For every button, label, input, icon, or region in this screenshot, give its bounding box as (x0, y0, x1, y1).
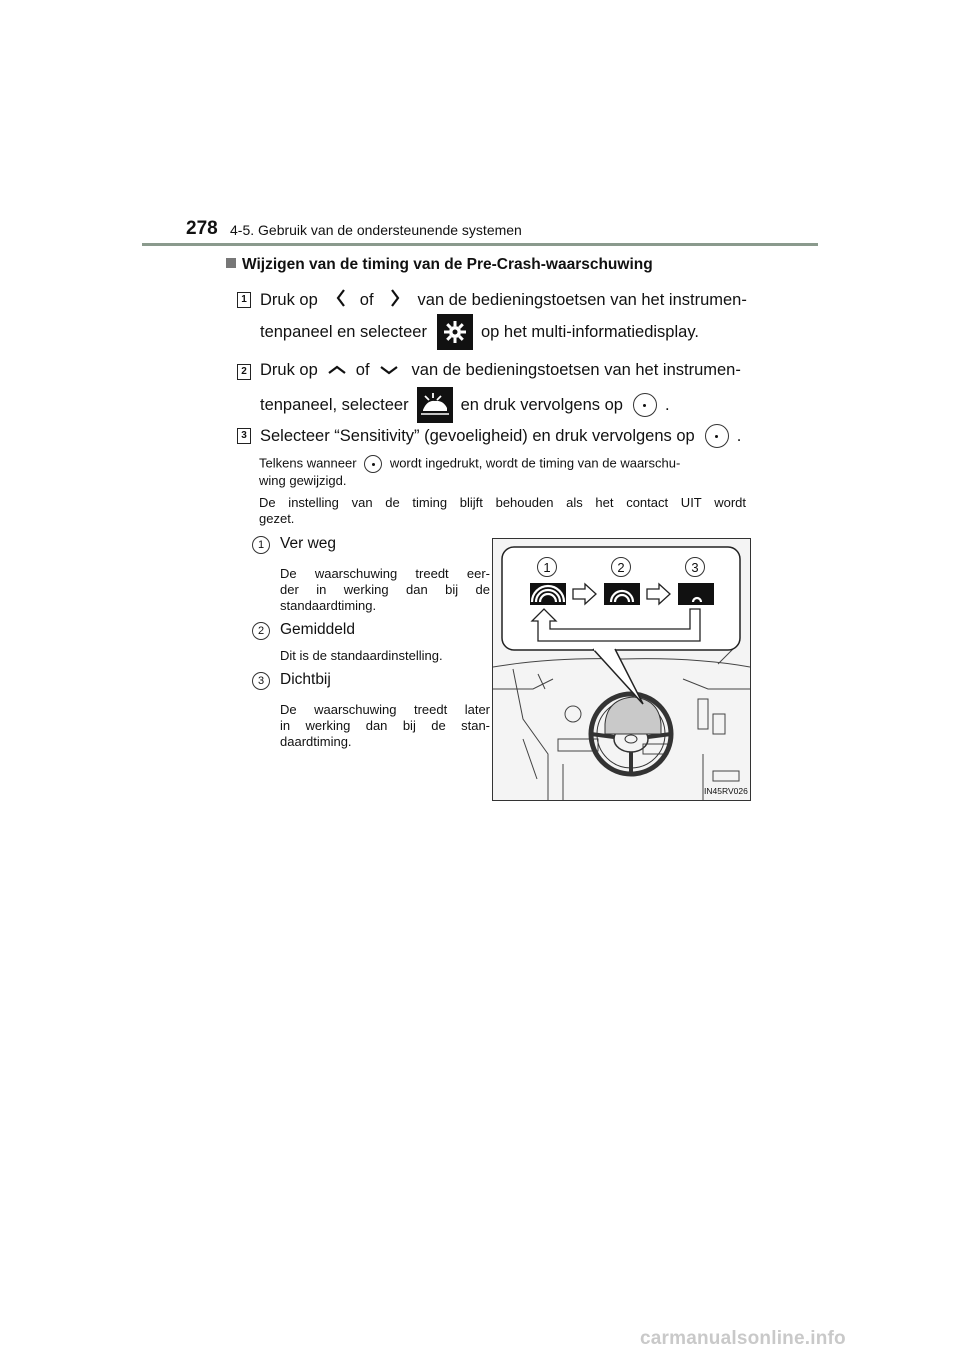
pre-crash-icon (417, 387, 453, 423)
option-description-line: standaardtiming. (280, 598, 377, 613)
option-description (280, 566, 490, 614)
section-title: 4-5. Gebruik van de ondersteunende systemen (230, 222, 522, 238)
option-description (280, 702, 490, 750)
enter-button-icon (364, 455, 382, 473)
step-text: tenpaneel, selecteer (260, 395, 409, 414)
step-text: of (355, 361, 370, 379)
step-number: 2 (237, 364, 251, 380)
note-paragraph (259, 511, 746, 527)
dashboard-illustration (492, 538, 751, 801)
step-1-line-1 (260, 289, 747, 312)
chevron-right-icon (390, 289, 400, 312)
option-description-line: De waarschuwing treedt later (280, 702, 490, 717)
note-text: wing gewijzigd. (259, 473, 347, 488)
enter-button-icon (705, 424, 729, 448)
step-text: van de bedieningstoetsen van het instrumen- (411, 361, 741, 379)
chevron-down-icon (380, 361, 398, 380)
step-text: . (664, 395, 670, 414)
enter-button-icon (633, 393, 657, 417)
step-text: of (359, 291, 374, 309)
option-number: 3 (252, 672, 270, 690)
step-1-line-2 (260, 314, 699, 350)
callout-number: 3 (685, 557, 705, 577)
watermark[interactable]: carmanualsonline.info (640, 1328, 846, 1349)
subsection-heading (226, 256, 653, 274)
square-bullet-icon (226, 258, 236, 268)
step-text: . (736, 426, 742, 445)
option-title: Ver weg (280, 535, 337, 552)
option-description (280, 648, 490, 664)
option-description-line: Dit is de standaardinstelling. (280, 648, 443, 663)
chevron-up-icon (328, 361, 346, 380)
callout-number: 1 (537, 557, 557, 577)
step-number: 1 (237, 292, 251, 308)
option-description-line: De waarschuwing treedt eer- (280, 566, 490, 581)
note-paragraph (259, 455, 746, 489)
step-text: van de bedieningstoetsen van het instrumen- (417, 291, 747, 309)
option-description-line: in werking dan bij de stan- (280, 718, 490, 733)
step-3-line-1 (260, 424, 741, 448)
note-text: wordt ingedrukt, wordt de timing van de waarschu- (389, 455, 681, 471)
gear-icon (437, 314, 473, 350)
chevron-left-icon (336, 289, 346, 312)
step-text: Druk op (260, 291, 318, 309)
subsection-heading-text: Wijzigen van de timing van de Pre-Crash-waarschuwing (242, 256, 653, 273)
step-2-line-2 (260, 387, 670, 423)
note-text: De instelling van de timing blijft behouden als het contact UIT wordt (259, 495, 746, 510)
callout-number: 2 (611, 557, 631, 577)
step-text: Selecteer “Sensitivity” (gevoeligheid) en druk vervolgens op (260, 426, 695, 445)
note-paragraph (259, 495, 746, 511)
step-2-line-1 (260, 361, 741, 380)
step-text: Druk op (260, 361, 318, 379)
note-text: Telkens wanneer (259, 455, 357, 471)
step-text: op het multi-informatiedisplay. (480, 322, 699, 341)
option-title: Dichtbij (280, 671, 331, 688)
option-description-line: daardtiming. (280, 734, 352, 749)
option-number: 2 (252, 622, 270, 640)
option-description-line: der in werking dan bij de (280, 582, 490, 597)
note-text: gezet. (259, 511, 295, 526)
page-number: 278 (186, 218, 218, 239)
step-text: en druk vervolgens op (460, 395, 623, 414)
option-number: 1 (252, 536, 270, 554)
step-number: 3 (237, 428, 251, 444)
figure-code: IN45RV026 (704, 786, 748, 796)
option-title: Gemiddeld (280, 621, 355, 638)
header-divider (142, 243, 818, 246)
step-text: tenpaneel en selecteer (260, 322, 427, 341)
